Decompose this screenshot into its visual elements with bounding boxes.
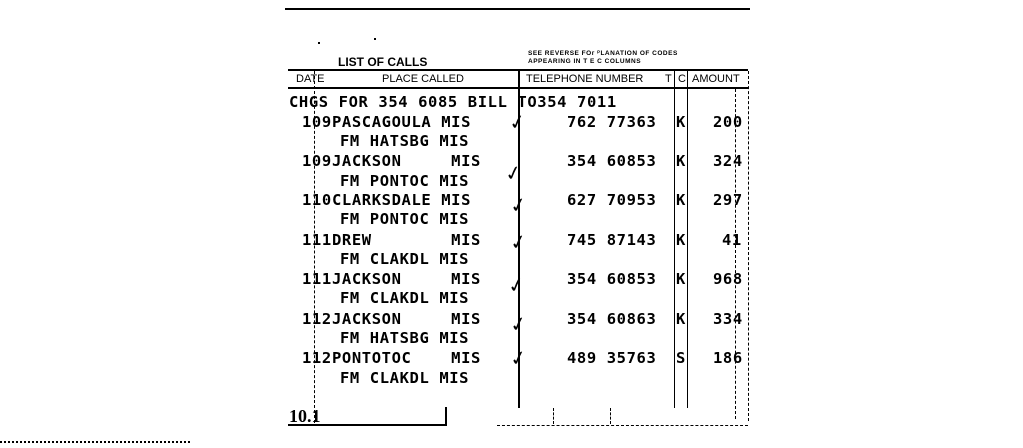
speck	[318, 42, 320, 44]
call-date: 109	[302, 152, 332, 170]
call-telephone: 354 60853	[567, 270, 657, 288]
call-amount: 200	[713, 113, 743, 131]
call-amount: 968	[713, 270, 743, 288]
bottom-rule-right	[497, 425, 748, 426]
checkmark-icon: ✓	[507, 191, 530, 219]
call-telephone: 627 70953	[567, 191, 657, 209]
call-date: 112	[302, 310, 332, 328]
checkmark-icon: ✓	[506, 108, 529, 136]
c-column-divider	[687, 71, 688, 408]
call-amount: 41	[722, 231, 742, 249]
call-place: JACKSON MIS	[332, 310, 481, 328]
call-place: CLARKSDALE MIS	[332, 191, 472, 209]
bottom-tick	[610, 408, 611, 424]
call-amount: 186	[713, 349, 743, 367]
checkmark-icon: ✓	[507, 310, 530, 338]
call-from: FM CLAKDL MIS	[340, 289, 470, 307]
call-from: FM CLAKDL MIS	[340, 369, 470, 387]
call-code: S	[676, 349, 686, 367]
call-place: JACKSON MIS	[332, 152, 481, 170]
column-header-amount: AMOUNT	[692, 73, 740, 85]
call-telephone: 354 60863	[567, 310, 657, 328]
call-telephone: 762 77363	[567, 113, 657, 131]
call-from: FM CLAKDL MIS	[340, 250, 470, 268]
call-amount: 334	[713, 310, 743, 328]
amount-column-divider	[735, 89, 736, 419]
call-code: K	[676, 113, 686, 131]
call-date: 109	[302, 113, 332, 131]
speck	[374, 38, 376, 40]
bottom-edge-dots	[0, 441, 190, 443]
summary-line: CHGS FOR 354 6085 BILL TO354 7011	[289, 93, 617, 111]
amount-right-edge	[748, 71, 749, 421]
call-amount: 297	[713, 191, 743, 209]
codes-note-line-2: APPEARING IN T E C COLUMNS	[528, 58, 642, 65]
bottom-box-right-edge	[445, 407, 447, 426]
checkmark-icon: ✓	[502, 159, 525, 187]
checkmark-icon: ✓	[507, 228, 530, 256]
column-header-date: DATE	[296, 73, 325, 85]
page-mark: 10.1	[289, 406, 321, 426]
call-code: K	[676, 191, 686, 209]
form-title: LIST OF CALLS	[338, 55, 428, 69]
call-code: K	[676, 152, 686, 170]
call-date: 111	[302, 231, 332, 249]
call-from: FM PONTOC MIS	[340, 172, 470, 190]
call-place: DREW MIS	[332, 231, 481, 249]
top-edge-line	[285, 8, 750, 10]
checkmark-icon: ✓	[507, 344, 530, 372]
column-header-telephone: TELEPHONE NUMBER	[526, 73, 644, 85]
checkmark-icon: ✓	[505, 271, 528, 299]
call-date: 111	[302, 270, 332, 288]
call-amount: 324	[713, 152, 743, 170]
column-header-t: T	[665, 73, 672, 85]
call-place: PASCAGOULA MIS	[332, 113, 472, 131]
t-column-divider	[674, 71, 675, 408]
call-place: PONTOTOC MIS	[332, 349, 481, 367]
call-place: JACKSON MIS	[332, 270, 481, 288]
call-code: K	[676, 270, 686, 288]
call-telephone: 745 87143	[567, 231, 657, 249]
call-telephone: 354 60853	[567, 152, 657, 170]
column-header-place: PLACE CALLED	[382, 73, 464, 85]
call-telephone: 489 35763	[567, 349, 657, 367]
call-date: 110	[302, 191, 332, 209]
call-code: K	[676, 310, 686, 328]
call-code: K	[676, 231, 686, 249]
codes-note-line-1: SEE REVERSE FOᴦ ᴾLANATION OF CODES	[528, 50, 678, 57]
column-header-c: C	[678, 73, 686, 85]
call-from: FM HATSBG MIS	[340, 132, 470, 150]
call-from: FM PONTOC MIS	[340, 210, 470, 228]
call-from: FM HATSBG MIS	[340, 329, 470, 347]
call-date: 112	[302, 349, 332, 367]
bottom-tick	[553, 408, 554, 424]
